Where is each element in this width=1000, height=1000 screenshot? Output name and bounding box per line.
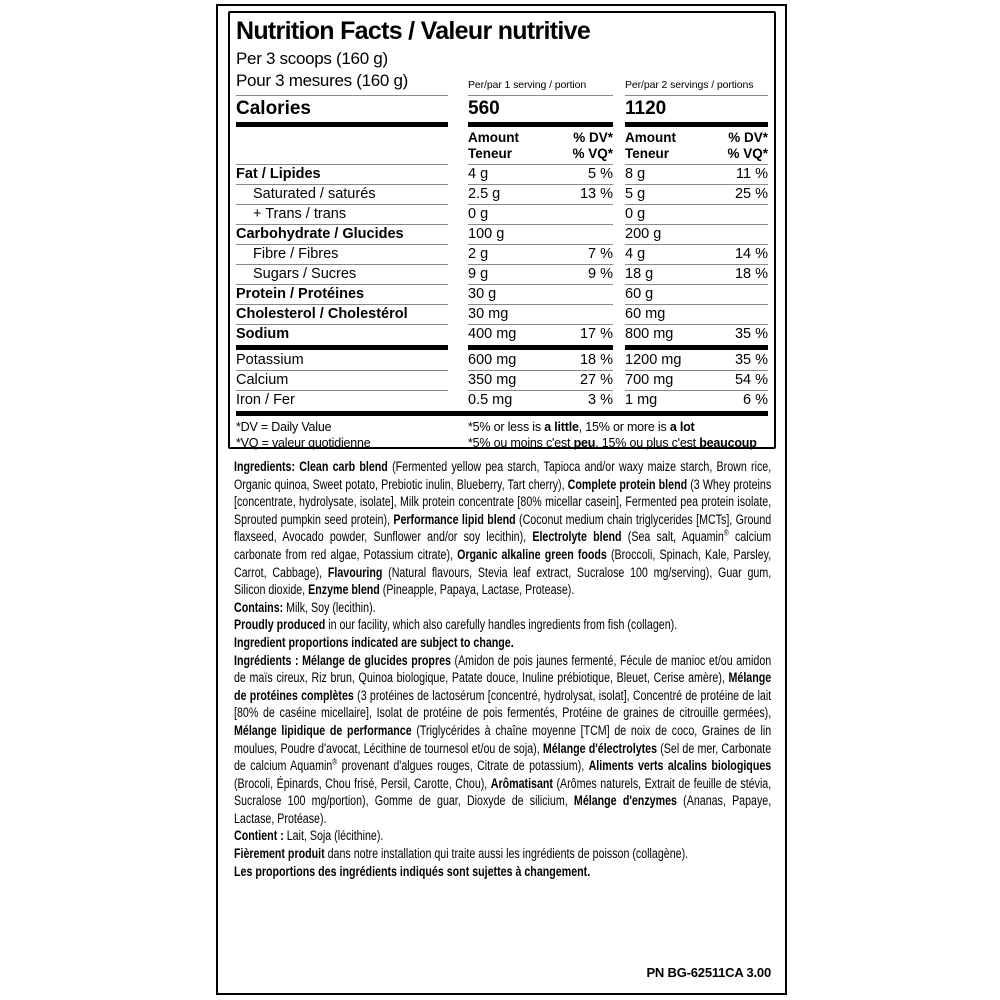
nutrient-rows <box>236 164 768 410</box>
proportions-fr: Les proportions des ingrédients indiqués sont sujettes à changement. <box>234 863 591 879</box>
facility-en: Proudly produced in our facility, which also carefully handles ingredients from fish (collagen). <box>234 617 678 633</box>
amount-value: 30 mg <box>468 306 509 322</box>
table-row <box>236 204 768 224</box>
amount-value: 100 g <box>468 226 505 242</box>
serving1-values <box>468 324 613 344</box>
serving2-values <box>625 351 768 370</box>
nutrition-facts-title: Nutrition Facts / Valeur nutritive <box>236 17 591 45</box>
amount-value: 60 mg <box>625 306 666 322</box>
serving2-values <box>625 284 768 304</box>
amount-value: 30 g <box>468 286 497 302</box>
amount-value: 350 mg <box>468 372 517 388</box>
amount-header-col2 <box>625 127 768 164</box>
dv-value: 5 % <box>588 166 613 182</box>
table-row <box>236 351 768 370</box>
amount-header-band <box>236 127 768 164</box>
dv-value: 17 % <box>579 326 613 342</box>
table-row <box>236 284 768 304</box>
section-divider-bar <box>236 345 768 350</box>
calories-value-serving1: 560 <box>468 96 613 127</box>
amount-value: 4 g <box>468 166 489 182</box>
nutrient-name: Cholesterol / Cholestérol <box>236 304 448 324</box>
amount-label: Amount Teneur <box>468 130 519 161</box>
serving2-values <box>625 184 768 204</box>
amount-value: 1200 mg <box>625 352 682 368</box>
table-row <box>236 324 768 344</box>
footnotes-right <box>468 420 768 451</box>
nutrient-name: Iron / Fer <box>236 390 448 410</box>
table-row <box>236 370 768 390</box>
amount-value: 200 g <box>625 226 662 242</box>
dv-value: 18 % <box>734 266 768 282</box>
amount-value: 1 mg <box>625 392 658 408</box>
serving2-values <box>625 204 768 224</box>
nutrient-name: + Trans / trans <box>236 204 448 224</box>
dv-label: % DV* % VQ* <box>572 130 613 161</box>
dv-value: 6 % <box>743 392 768 408</box>
dv-value: 7 % <box>588 246 613 262</box>
dv-definition-en: *DV = Daily Value <box>236 420 332 434</box>
calories-band <box>236 96 768 127</box>
serving1-values <box>468 244 613 264</box>
serving1-values <box>468 390 613 410</box>
column1-serving-header: Per/par 1 serving / portion <box>468 79 613 96</box>
serving2-values <box>625 324 768 344</box>
registered-trademark-symbol: ® <box>332 756 338 767</box>
footnotes <box>236 420 768 451</box>
serving2-values <box>625 304 768 324</box>
registered-trademark-symbol: ® <box>723 527 729 538</box>
facility-fr: Fièrement produit dans notre installation qui traite aussi les ingrédients de poisson (collagène). <box>234 846 689 862</box>
serving2-values <box>625 390 768 410</box>
nutrient-name: Sodium <box>236 324 448 344</box>
label-frame <box>216 4 787 995</box>
amount-value: 700 mg <box>625 372 674 388</box>
nutrient-name: Saturated / saturés <box>236 184 448 204</box>
nutrient-name: Protein / Protéines <box>236 284 448 304</box>
serving2-values <box>625 164 768 184</box>
amount-value: 4 g <box>625 246 646 262</box>
nutrient-name: Calcium <box>236 370 448 390</box>
amount-value: 60 g <box>625 286 654 302</box>
table-end-bar <box>236 411 768 416</box>
ingredients-fr: Ingrédients : Mélange de glucides propres (Amidon de pois jaunes fermenté, Fécule de manioc et/ou amidon de maïs cireux, Riz brun, Quinoa biologique, Patate douce, Inuline prébiotique, Bleuet, Cerise amère), Mélange de protéines complètes (3 protéines de lactosérum [concentré, hydrolysat, isolat], Concentré de protéine de lait [80% de caséine micellaire], Isolat de protéine de pois fermentés, Protéine de graines de citrouille germées), Mélange lipidique de performance (Triglycérides à chaîne moyenne [TCM] de noix de coco, Graines de lin moulues, Poudre d'avocat, Lécithine de tournesol et/ou de soja), Mélange d'électrolytes (Sel de mer, Carbonate de calcium Aquamin® provenant d'algues rouges, Citrate de potassium), Aliments verts alcalins biologiques (Brocoli, Épinards, Chou frisé, Persil, Carotte, Chou), Arômatisant (Arômes naturels, Extrait de feuille de stévia, Sucralose 100 mg/portion), Gomme de guar, Dioxyde de silicium, Mélange d'enzymes (Ananas, Papaye, Lactase, Protéase). <box>234 652 772 826</box>
contains-fr: Contient : Lait, Soja (lécithine). <box>234 828 384 844</box>
dv-value: 35 % <box>734 326 768 342</box>
serving1-values <box>468 370 613 390</box>
nutrient-name: Carbohydrate / Glucides <box>236 224 448 244</box>
table-row <box>236 304 768 324</box>
dv-value: 25 % <box>734 186 768 202</box>
part-number: PN BG-62511CA 3.00 <box>646 965 771 980</box>
ingredients-en: Ingredients: Clean carb blend (Fermented yellow pea starch, Tapioca and/or waxy maize starch, Brown rice, Organic quinoa, Sweet potato, Prebiotic inulin, Blueberry, Tart cherry), Complete protein blend (3 Whey proteins [concentrate, hydrolysate, isolate], Milk protein concentrate [80% micellar casein], Fermented pea protein isolate, Sprouted pumpkin seed protein), Performance lipid blend (Coconut medium chain triglycerides [MCTs], Ground flaxseed, Avocado powder, Sunflower and/or soy lecithin), Electrolyte blend (Sea salt, Aquamin® calcium carbonate from red algae, Potassium citrate), Organic alkaline green foods (Broccoli, Spinach, Kale, Parsley, Carrot, Cabbage), Flavouring (Natural flavours, Stevia leaf extract, Sucralose 100 mg/serving), Guar gum, Silicon dioxide, Enzyme blend (Pineapple, Papaya, Lactase, Protease). <box>234 459 772 598</box>
amount-value: 2 g <box>468 246 489 262</box>
dv-value: 3 % <box>588 392 613 408</box>
amount-value: 0.5 mg <box>468 392 513 408</box>
dv-value: 13 % <box>579 186 613 202</box>
dv-value: 35 % <box>734 352 768 368</box>
nutrient-name: Potassium <box>236 352 304 368</box>
serving-size <box>236 48 448 96</box>
dv-value: 27 % <box>579 372 613 388</box>
serving1-values <box>468 284 613 304</box>
amount-value: 8 g <box>625 166 646 182</box>
table-row <box>236 264 768 284</box>
serving2-values <box>625 370 768 390</box>
amount-value: 18 g <box>625 266 654 282</box>
proportions-en: Ingredient proportions indicated are subject to change. <box>234 634 514 650</box>
nutrient-name: Fat / Lipides <box>236 164 448 184</box>
serving-size-en: Per 3 scoops (160 g) <box>236 49 388 68</box>
serving2-values <box>625 264 768 284</box>
dv-value: 54 % <box>734 372 768 388</box>
serving1-values <box>468 224 613 244</box>
serving-size-fr: Pour 3 mesures (160 g) <box>236 71 408 90</box>
amount-value: 800 mg <box>625 326 674 342</box>
calories-label: Calories <box>236 96 448 127</box>
dv-value: 9 % <box>588 266 613 282</box>
amount-value: 5 g <box>625 186 646 202</box>
amount-header-col1 <box>468 127 613 164</box>
dv-guidance-fr: *5% ou moins c'est peu, 15% ou plus c'est beaucoup <box>468 435 757 450</box>
table-row <box>236 164 768 184</box>
dv-value: 11 % <box>736 166 768 182</box>
table-row <box>236 390 768 410</box>
serving1-values <box>468 184 613 204</box>
table-row <box>236 184 768 204</box>
footnotes-left <box>236 420 468 451</box>
nutrition-facts-box <box>228 11 776 449</box>
serving1-values <box>468 304 613 324</box>
dv-guidance-en: *5% or less is a little, 15% or more is a lot <box>468 420 695 434</box>
serving-band <box>236 48 768 96</box>
contains-en: Contains: Milk, Soy (lecithin). <box>234 599 376 615</box>
amount-value: 400 mg <box>468 326 517 342</box>
serving1-values <box>468 204 613 224</box>
amount-label: Amount Teneur <box>625 130 676 161</box>
table-row <box>236 244 768 264</box>
ingredients-section <box>234 458 771 880</box>
calories-value-serving2: 1120 <box>625 96 768 127</box>
serving1-values <box>468 264 613 284</box>
amount-value: 0 g <box>625 206 646 222</box>
amount-value: 0 g <box>468 206 489 222</box>
column2-serving-header: Per/par 2 servings / portions <box>625 79 768 96</box>
dv-value: 14 % <box>734 246 768 262</box>
amount-value: 2.5 g <box>468 186 501 202</box>
dv-definition-fr: *VQ = valeur quotidienne <box>236 435 371 450</box>
serving1-values <box>468 351 613 370</box>
dv-label: % DV* % VQ* <box>727 130 768 161</box>
serving1-values <box>468 164 613 184</box>
amount-value: 9 g <box>468 266 489 282</box>
nutrient-name: Fibre / Fibres <box>236 244 448 264</box>
table-row <box>236 224 768 244</box>
serving2-values <box>625 224 768 244</box>
nutrient-name: Sugars / Sucres <box>236 264 448 284</box>
amount-value: 600 mg <box>468 352 517 368</box>
dv-value: 18 % <box>579 352 613 368</box>
serving2-values <box>625 244 768 264</box>
